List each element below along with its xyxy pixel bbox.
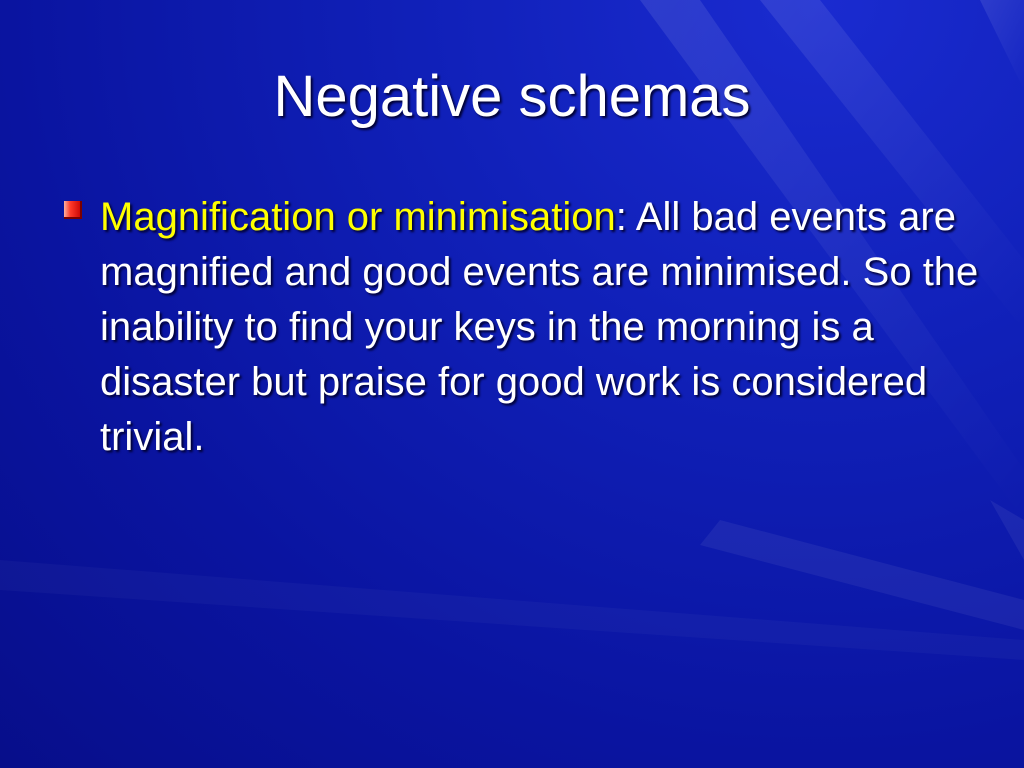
square-bullet-icon — [64, 201, 82, 219]
slide-title: Negative schemas — [273, 64, 751, 129]
bullet-description: : All bad events are magnified and good events are minimised. So the inability to find your keys in the morning is a disaster but praise for good work is considered trivial. — [100, 195, 979, 459]
bullet-text — [100, 190, 980, 465]
bullet-term: Magnification or minimisation — [100, 195, 616, 239]
